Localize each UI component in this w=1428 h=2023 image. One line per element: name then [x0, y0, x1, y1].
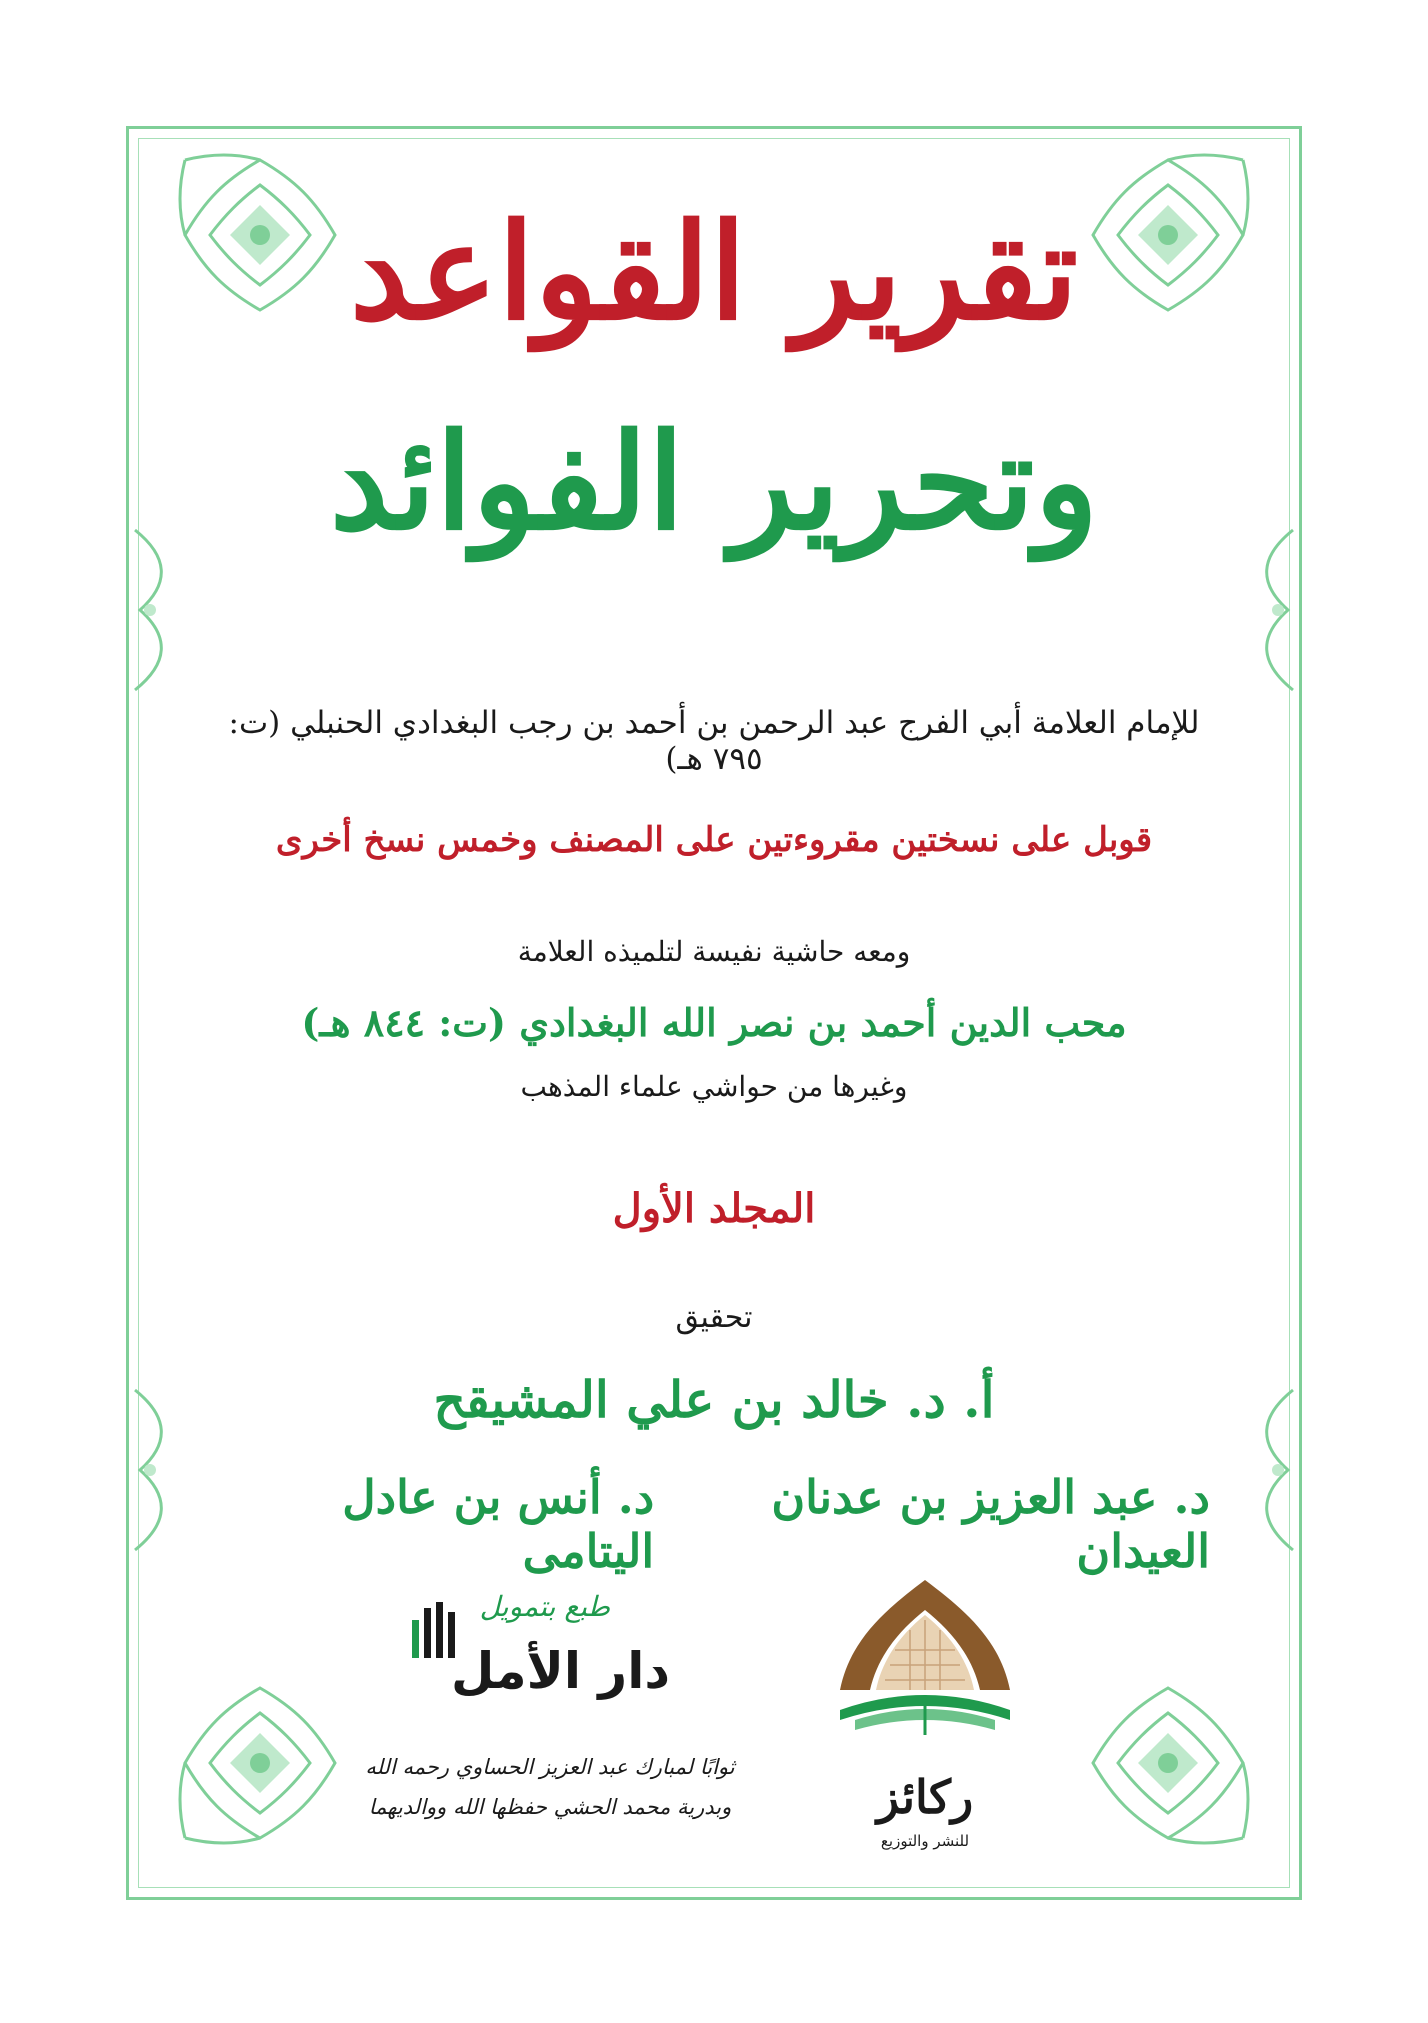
collation-note: قوبل على نسختين مقروءتين على المصنف وخمس نسخ أخرى — [275, 820, 1153, 860]
annotation-intro: ومعه حاشية نفيسة لتلميذه العلامة — [517, 935, 911, 968]
publisher-tagline: للنشر والتوزيع — [880, 1832, 970, 1850]
sponsor-dedication-line1: ثوابًا لمبارك عبد العزيز الحساوي رحمه الله — [365, 1755, 735, 1779]
side-ornament-icon — [130, 520, 190, 700]
side-ornament-icon — [1238, 520, 1298, 700]
volume-label: المجلد الأول — [612, 1185, 816, 1232]
publisher-dome-icon — [800, 1570, 1050, 1770]
book-title-line1: تقرير القواعد — [349, 195, 1079, 350]
author-line: للإمام العلامة أبي الفرج عبد الرحمن بن أحمد بن رجب البغدادي الحنبلي (ت: ٧٩٥ هـ) — [228, 705, 1200, 777]
sponsor-name: دار الأمل — [451, 1642, 670, 1700]
annotation-others: وغيرها من حواشي علماء المذهب — [520, 1070, 908, 1103]
corner-ornament-icon — [165, 1668, 355, 1858]
sponsor-logo — [360, 1590, 740, 1880]
corner-ornament-icon — [1073, 1668, 1263, 1858]
sponsor-dedication-line2: وبدرية محمد الحشي حفظها الله ووالديهما — [368, 1795, 732, 1819]
editor-third: د. أنس بن عادل اليتامى — [342, 1470, 655, 1578]
annotation-author: محب الدين أحمد بن نصر الله البغدادي (ت: ٨٤٤ هـ) — [301, 1000, 1127, 1045]
sponsor-funding-label: طبع بتمويل — [479, 1590, 610, 1623]
publisher-name: ركائز — [876, 1770, 974, 1824]
side-ornament-icon — [130, 1380, 190, 1560]
editor-main: أ. د. خالد بن علي المشيقح — [433, 1370, 995, 1429]
editors-row — [220, 1470, 1210, 1578]
editor-second: د. عبد العزيز بن عدنان العيدان — [771, 1470, 1210, 1578]
side-ornament-icon — [1238, 1380, 1298, 1560]
publisher-logo — [800, 1570, 1050, 1860]
editors-label: تحقيق — [675, 1300, 753, 1335]
book-title-line2: وتحرير الفوائد — [329, 405, 1099, 560]
